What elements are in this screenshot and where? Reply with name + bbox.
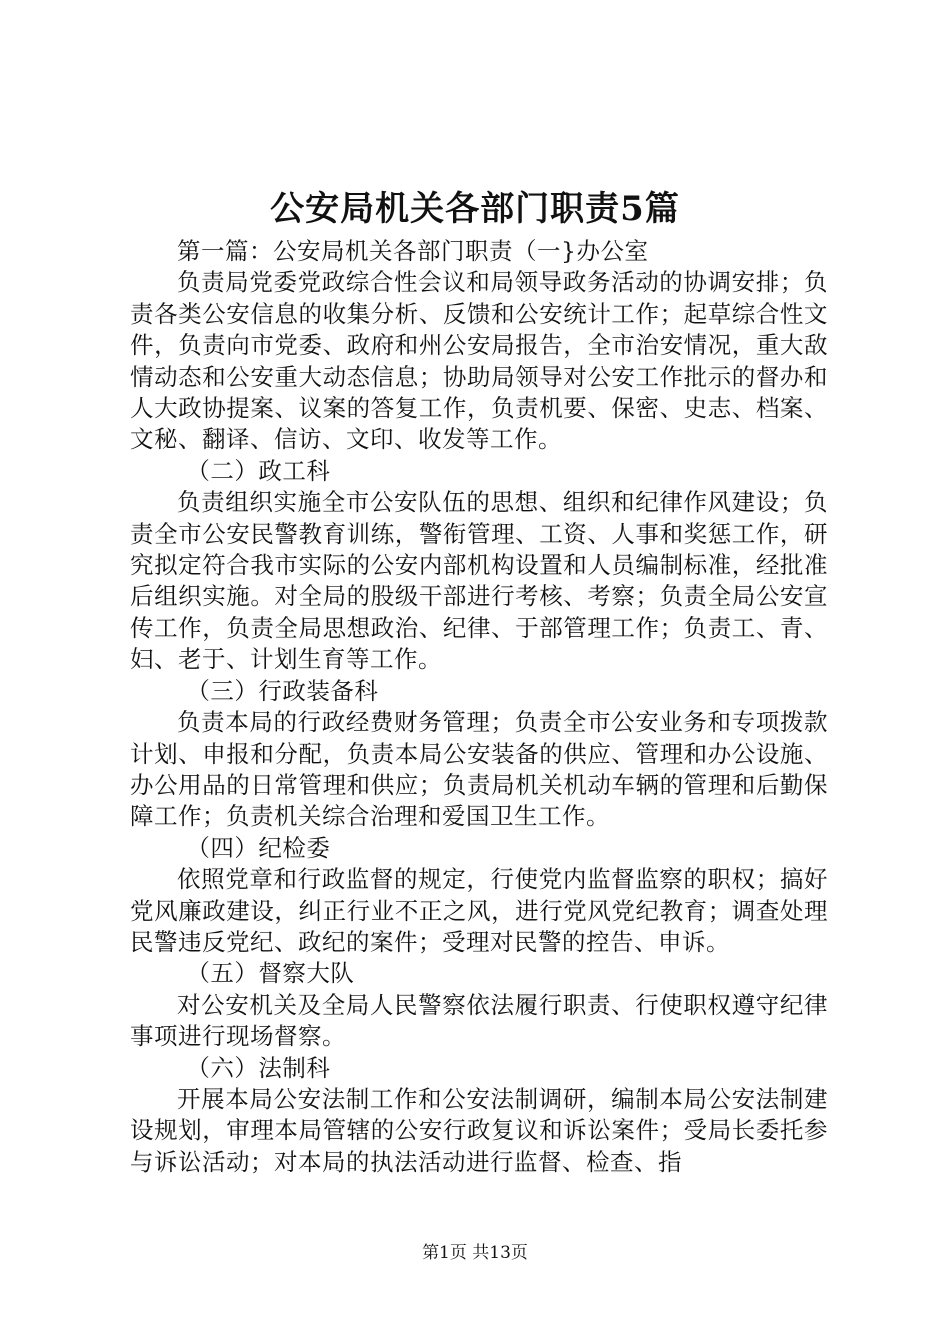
section-heading: 第一篇：公安局机关各部门职责（一}办公室 <box>177 237 649 265</box>
paragraph: 开展本局公安法制工作和公安法制调研，编制本局公安法制建设规划，审理本局管辖的公安行政复议和诉讼案件；受局长委托参与诉讼活动；对本局的执法活动进行监督、检查、指 <box>130 1084 828 1176</box>
section-subheading: （六）法制科 <box>186 1053 331 1082</box>
section-subheading: （五）督察大队 <box>186 959 355 988</box>
paragraph: 对公安机关及全局人民警察依法履行职责、行使职权遵守纪律事项进行现场督察。 <box>130 990 828 1051</box>
section-subheading: （二）政工科 <box>186 456 331 485</box>
paragraph: 负责组织实施全市公安队伍的思想、组织和纪律作风建设；负责全市公安民警教育训练，警衔管理、工资、人事和奖惩工作，研究拟定符合我市实际的公安内部机构设置和人员编制标准，经批准后组织实施。对全局的股级干部进行考核、考察；负责全局公安宣传工作，负责全局思想政治、纪律、于部管理工作；负责工、青、妇、老于、计划生育等工作。 <box>130 488 828 674</box>
paragraph: 负责本局的行政经费财务管理；负责全市公安业务和专项拨款计划、申报和分配，负责本局公安装备的供应、管理和办公设施、办公用品的日常管理和供应；负责局机关机动车辆的管理和后勤保障工作；负责机关综合治理和爱国卫生工作。 <box>130 708 828 831</box>
section-subheading: （三）行政装备科 <box>186 676 379 705</box>
paragraph: 依照党章和行政监督的规定，行使党内监督监察的职权；搞好党风廉政建设，纠正行业不正之风，进行党风党纪教育；调查处理民警违反党纪、政纪的案件；受理对民警的控告、申诉。 <box>130 865 828 956</box>
paragraph: 负责局党委党政综合性会议和局领导政务活动的协调安排；负责各类公安信息的收集分析、反馈和公安统计工作；起草综合性文件，负责向市党委、政府和州公安局报告，全市治安情况，重大敌情动态和公安重大动态信息；协助局领导对公安工作批示的督办和人大政协提案、议案的答复工作，负责机要、保密、史志、档案、文秘、翻译、信访、文印、收发等工作。 <box>130 268 828 454</box>
document-body <box>130 236 828 1178</box>
document-title: 公安局机关各部门职责5篇 <box>270 189 680 229</box>
section-subheading: （四）纪检委 <box>186 833 331 862</box>
page-footer: 第1页 共13页 <box>422 1243 528 1263</box>
